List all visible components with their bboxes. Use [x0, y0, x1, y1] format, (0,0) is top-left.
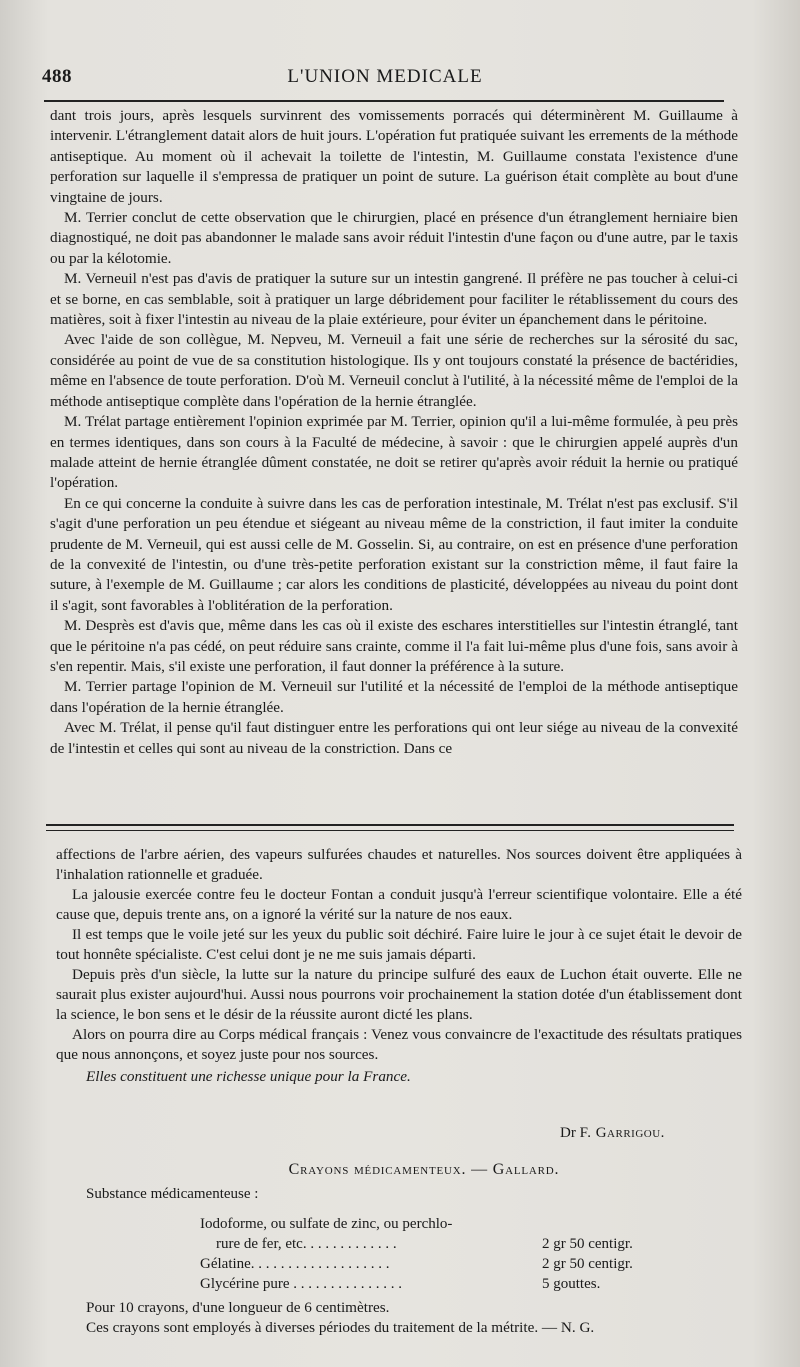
page-number: 488 [42, 66, 72, 87]
formula-instructions: Pour 10 crayons, d'une longueur de 6 centimètres. [86, 1299, 390, 1316]
page-header [42, 62, 728, 92]
ingredient-name: Iodoforme, ou sulfate de zinc, ou perchlo- [200, 1216, 453, 1232]
paragraph: Depuis près d'un siècle, la lutte sur la nature du principe sulfuré des eaux de Luchon était ouverte. Elle ne saurait plus exister aujourd'hui. Aussi nous pourrons voir prochainement la station dotée d'un établissement dont la science, le bon sens et le désir de la réussite auront dicté les plans. [56, 966, 742, 1023]
paragraph: M. Desprès est d'avis que, même dans les cas où il existe des eschares interstitielles sur l'intestin étranglé, tant que le péritoine n'a pas cédé, on peut réduire sans crainte, comme il l'a fait lui-même plus d'une fois, sans avoir à s'en repentir. Mais, s'il existe une perforation, il faut donner la préférence à la suture. [50, 617, 738, 675]
formula-title [0, 1161, 800, 1179]
feuilleton-divider [46, 824, 734, 831]
signature-name: F. Garrigou. [579, 1125, 665, 1141]
article-body [50, 106, 738, 759]
paragraph: M. Trélat partage entièrement l'opinion exprimée par M. Terrier, opinion qu'il a lui-même formulée, à peu près en termes identiques, dans son cours à la Faculté de médecine, à savoir : que le chirurgien appelé auprès d'un malade atteint de hernie étranglée dûment constatée, ne doit se retirer qu'après avoir réduit la hernie ou pratiqué l'opération. [50, 413, 738, 492]
signature-prefix: Dr [560, 1125, 576, 1141]
signature [560, 1125, 665, 1142]
paragraph: Avec M. Trélat, il pense qu'il faut distinguer entre les perforations qui ont leur siége au niveau de la convexité de l'intestin et celles qui sont au niveau de la constriction. Dans ce [50, 719, 738, 757]
ingredient-row [200, 1214, 700, 1234]
paragraph: Il est temps que le voile jeté sur les yeux du public soit déchiré. Faire luire le jour à ce sujet était le devoir de tout honnête spécialiste. C'est celui dont je ne me suis jamais départi. [56, 926, 742, 963]
paragraph: M. Terrier partage l'opinion de M. Verneuil sur l'utilité et la nécessité de l'emploi de la méthode antiseptique dans l'opération de la hernie étranglée. [50, 678, 738, 716]
ingredient-list [200, 1214, 700, 1294]
paragraph: Alors on pourra dire au Corps médical français : Venez vous convaincre de l'exactitude des résultats pratiques que nous annonçons, et soyez juste pour nos sources. [56, 1026, 742, 1063]
paragraph: M. Verneuil n'est pas d'avis de pratiquer la suture sur un intestin gangrené. Il préfère ne pas toucher à celui-ci et se borne, en cas semblable, soit à pratiquer un large débridement pour faciliter le rétablissement du cours des matières, soit à fixer l'intestin au niveau de la plaie extérieure, pour éviter un épanchement dans le péritoine. [50, 270, 738, 329]
ingredient-name-cont: rure de fer, etc. . . . . . . . . . . . . [216, 1236, 397, 1252]
formula-usage: Ces crayons sont employés à diverses périodes du traitement de la métrite. — N. G. [86, 1319, 595, 1336]
paragraph: En ce qui concerne la conduite à suivre dans les cas de perforation intestinale, M. Trélat n'est pas exclusif. S'il s'agit d'une perforation un peu étendue et siégeant au niveau même de la constriction, il faut imiter la conduite prudente de M. Verneuil, qui est aussi celle de M. Gosselin. Si, au contraire, on est en présence d'une perforation de la convexité de l'intestin, ou d'une très-petite perforation existant sur la constriction même, il faut faire la suture, à l'exemple de M. Guillaume ; car alors les conditions de plasticité, développées au niveau du point dont il s'agit, sont favorables à l'oblitération de la perforation. [50, 494, 738, 614]
ingredient-row [200, 1274, 700, 1294]
motto: Elles constituent une richesse unique pour la France. [86, 1068, 411, 1085]
paragraph: La jalousie exercée contre feu le docteur Fontan a conduit jusqu'à l'erreur scientifique volontaire. Elle a été cause que, depuis trente ans, on a ignoré la vérité sur la nature de nos eaux. [56, 886, 742, 923]
formula-title-text: Crayons médicamenteux. [288, 1161, 467, 1178]
ingredient-quantity: 5 gouttes. [542, 1276, 601, 1292]
paragraph: Avec l'aide de son collègue, M. Nepveu, M. Verneuil a fait une série de recherches sur la sérosité du sac, considérée au point de vue de sa constitution histologique. Ils y ont toujours constaté la présence de bactéridies, même en l'absence de toute perforation. D'où M. Verneuil conclut à l'utilité, à la nécessité même de l'emploi de la méthode antiseptique complète dans l'opération de la hernie étranglée. [50, 331, 738, 410]
running-title: L'UNION MEDICALE [287, 66, 483, 87]
ingredient-quantity: 2 gr 50 centigr. [542, 1236, 633, 1252]
formula-author: — Gallard. [471, 1161, 560, 1178]
paragraph: M. Terrier conclut de cette observation que le chirurgien, placé en présence d'un étranglement herniaire bien diagnostiqué, ne doit pas abandonner le malade sans avoir réduit l'intestin d'une façon ou d'une autre, par le taxis ou par la kélotomie. [50, 209, 738, 267]
ingredient-row [200, 1234, 700, 1254]
paragraph: affections de l'arbre aérien, des vapeurs sulfurées chaudes et naturelles. Nos sources doivent être appliquées à l'inhalation rationnelle et graduée. [56, 846, 742, 883]
substance-label: Substance médicamenteuse : [86, 1186, 259, 1202]
ingredient-name: Glycérine pure . . . . . . . . . . . . . . . [200, 1276, 403, 1292]
header-rule [44, 100, 724, 102]
paragraph: dant trois jours, après lesquels survinrent des vomissements porracés qui déterminèrent M. Guillaume à intervenir. L'étranglement datait alors de huit jours. L'opération fut pratiquée suivant les errements de la méthode antiseptique. Au moment où il achevait la toilette de l'intestin, M. Guillaume constata l'existence d'une perforation sur laquelle il s'empressa de pratiquer un point de suture. La guérison était complète au bout d'une vingtaine de jours. [50, 107, 738, 206]
ingredient-row [200, 1254, 700, 1274]
ingredient-quantity: 2 gr 50 centigr. [542, 1256, 633, 1272]
feuilleton-body [56, 845, 742, 1087]
ingredient-name: Gélatine. . . . . . . . . . . . . . . . . . . [200, 1256, 390, 1272]
formula-notes [86, 1298, 726, 1338]
